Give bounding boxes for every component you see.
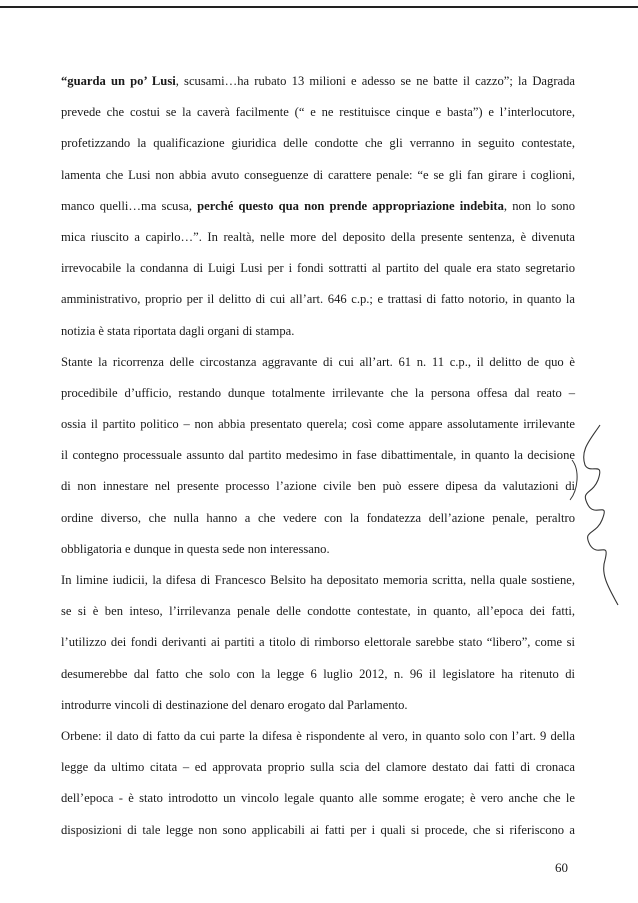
text-run: legge da ultimo citata – ed approvata proprio sulla scia del clamore destato dai fatti di cronaca — [61, 760, 575, 775]
text-run: di non innestare nel presente processo l’azione civile ben può essere dipesa da valutazioni di — [61, 479, 575, 494]
text-line — [61, 66, 575, 97]
text-run: prevede che costui se la caverà facilmente (“ e ne restituisce cinque e basta”) e l’interlocutore, — [61, 105, 575, 120]
text-run: l’utilizzo dei fondi derivanti ai partiti a titolo di rimborso elettorale sarebbe stato “libero”, come si — [61, 635, 575, 650]
text-run: Orbene: il dato di fatto da cui parte la difesa è rispondente al vero, in quanto solo con l’art. 9 della — [61, 728, 575, 743]
text-run: In limine iudicii, la difesa di Francesco Belsito ha depositato memoria scritta, nella quale sostiene, — [61, 573, 575, 587]
text-run: dell’epoca - è stato introdotto un vincolo legale quanto alle somme erogate; è vero anche che le — [61, 791, 575, 806]
text-run: mica riuscito a capirlo…”. In realtà, nelle more del deposito della presente sentenza, è divenuta — [61, 229, 575, 244]
bold-text: “guarda un po’ Lusi — [61, 74, 176, 88]
text-run: ordine diverso, che nulla hanno a che vedere con la fondatezza dell’azione penale, peraltro — [61, 510, 575, 525]
page-number: 60 — [555, 860, 568, 875]
bold-text: perché questo qua non prende appropriazione indebita — [197, 198, 504, 213]
text-run: irrevocabile la condanna di Luigi Lusi per i fondi sottratti al partito del quale era stato segretario — [61, 261, 575, 276]
text-line — [61, 347, 575, 378]
text-run: Stante la ricorrenza delle circostanza aggravante di cui all’art. 61 n. 11 c.p., il delitto de quo è — [61, 354, 575, 369]
text-line — [61, 409, 575, 440]
text-run: lamenta che Lusi non abbia avuto conseguenze di carattere penale: “e se gli fan girare i coglioni, — [61, 167, 575, 182]
text-line — [61, 471, 575, 502]
text-line — [61, 627, 575, 658]
text-line — [61, 752, 575, 783]
text-run: ossia il partito politico – non abbia presentato querela; così come appare assolutamente irrilevante — [61, 417, 575, 432]
text-run: introdurre vincoli di destinazione del denaro erogato dal Parlamento. — [61, 697, 408, 712]
text-line — [61, 284, 575, 315]
text-line — [61, 659, 575, 690]
text-run: , non lo sono — [503, 198, 575, 213]
text-run: manco quelli…ma scusa, — [61, 198, 198, 213]
text-line — [61, 721, 575, 752]
text-line — [61, 191, 575, 222]
text-run: se si è ben inteso, l’irrilevanza penale delle condotte contestate, in quanto, all’epoca dei fatti, — [61, 604, 575, 619]
text-line — [61, 97, 575, 128]
text-run: desumerebbe dal fatto che solo con la legge 6 luglio 2012, n. 96 il legislatore ha ritenuto di — [61, 666, 575, 681]
text-line — [61, 815, 575, 846]
text-run: il contegno processuale assunto dal partito medesimo in fase dibattimentale, in quanto la decisione — [61, 448, 575, 463]
top-rule — [0, 6, 638, 8]
text-line — [61, 565, 575, 596]
text-run: profetizzando la qualificazione giuridica delle condotte che gli verranno in seguito contestate, — [61, 136, 575, 151]
text-line — [61, 690, 575, 721]
text-line — [61, 534, 575, 565]
text-run: notizia è stata riportata dagli organi di stampa. — [61, 323, 295, 338]
document-body — [61, 66, 575, 846]
text-line — [61, 253, 575, 284]
text-line — [61, 128, 575, 159]
text-run: , scusami…ha rubato 13 milioni e adesso se ne batte il cazzo”; la Dagrada — [175, 74, 575, 88]
text-run: obbligatoria e dunque in questa sede non interessano. — [61, 541, 330, 556]
text-line — [61, 378, 575, 409]
text-line — [61, 440, 575, 471]
text-run: disposizioni di tale legge non sono applicabili ai fatti per i quali si procede, che si riferiscono a — [61, 822, 575, 837]
text-line — [61, 316, 575, 347]
text-line — [61, 596, 575, 627]
text-line — [61, 222, 575, 253]
text-line — [61, 503, 575, 534]
text-run: amministrativo, proprio per il delitto di cui all’art. 646 c.p.; e trattasi di fatto notorio, in quanto la — [61, 292, 575, 307]
handwritten-signature — [560, 420, 620, 610]
text-line — [61, 783, 575, 814]
text-line — [61, 160, 575, 191]
text-run: procedibile d’ufficio, restando dunque totalmente irrilevante che la persona offesa dal reato – — [61, 385, 575, 400]
